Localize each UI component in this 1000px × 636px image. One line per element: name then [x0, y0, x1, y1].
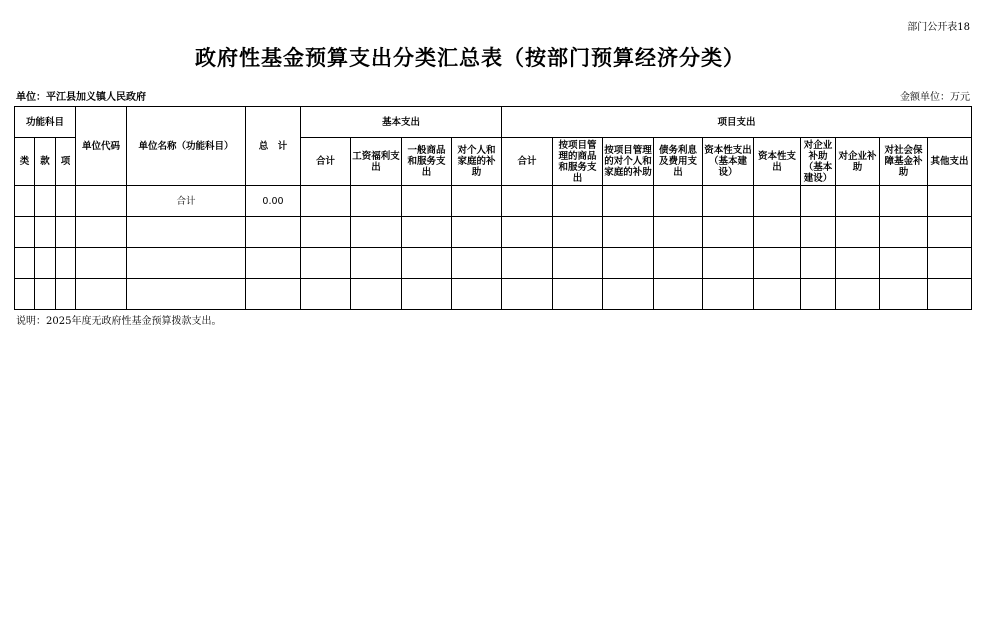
- budget-table: [14, 106, 972, 310]
- summary-total-cell: 0.00: [246, 186, 301, 217]
- cell: [754, 186, 801, 217]
- cell: [502, 186, 553, 217]
- unit-label: 单位：平江县加义镇人民政府: [16, 92, 146, 103]
- cell: [836, 186, 880, 217]
- header-project-capital-construction: 资本性支出（基本建设）: [703, 138, 754, 186]
- table-row-summary: [15, 186, 972, 217]
- header-project-household-subsidy: 按项目管理的对个人和家庭的补助: [603, 138, 654, 186]
- header-basic-total: 合计: [301, 138, 351, 186]
- cell: [801, 186, 836, 217]
- cell: [880, 186, 928, 217]
- cell: [76, 186, 127, 217]
- table-row: [15, 248, 972, 279]
- document-number: 部门公开表18: [907, 22, 970, 33]
- table-row: [15, 217, 972, 248]
- cell: [654, 186, 703, 217]
- header-project-enterprise-construction: 对企业补助（基本建设）: [801, 138, 836, 186]
- header-project-group: 项目支出: [502, 107, 972, 138]
- header-lei: 类: [15, 138, 35, 186]
- cell: [402, 186, 452, 217]
- cell: [56, 186, 76, 217]
- header-basic-group: 基本支出: [301, 107, 502, 138]
- header-project-goods-services: 按项目管理的商品和服务支出: [553, 138, 603, 186]
- amount-unit-label: 金额单位：万元: [900, 92, 970, 103]
- cell: [603, 186, 654, 217]
- header-unit-code: 单位代码: [76, 107, 127, 186]
- header-xiang: 项: [56, 138, 76, 186]
- header-basic-household-subsidy: 对个人和家庭的补助: [452, 138, 502, 186]
- cell: [351, 186, 402, 217]
- header-total: 总 计: [246, 107, 301, 186]
- header-project-total: 合计: [502, 138, 553, 186]
- header-unit-name: 单位名称（功能科目）: [127, 107, 246, 186]
- page-title: 政府性基金预算支出分类汇总表（按部门预算经济分类）: [195, 45, 745, 70]
- table-row: [15, 279, 972, 310]
- cell: [928, 186, 972, 217]
- header-basic-goods-services: 一般商品和服务支出: [402, 138, 452, 186]
- header-project-social-security: 对社会保障基金补助: [880, 138, 928, 186]
- header-function-group: 功能科目: [15, 107, 76, 138]
- header-kuan: 款: [35, 138, 56, 186]
- cell: [703, 186, 754, 217]
- cell: [15, 186, 35, 217]
- header-project-capital: 资本性支出: [754, 138, 801, 186]
- cell: [553, 186, 603, 217]
- header-project-other: 其他支出: [928, 138, 972, 186]
- cell: [301, 186, 351, 217]
- header-project-debt-interest: 债务利息及费用支出: [654, 138, 703, 186]
- cell: [35, 186, 56, 217]
- summary-name-cell: 合计: [127, 186, 246, 217]
- footnote: 说明：2025年度无政府性基金预算拨款支出。: [16, 316, 222, 327]
- cell: [452, 186, 502, 217]
- header-project-enterprise-subsidy: 对企业补助: [836, 138, 880, 186]
- header-basic-wages: 工资福利支出: [351, 138, 402, 186]
